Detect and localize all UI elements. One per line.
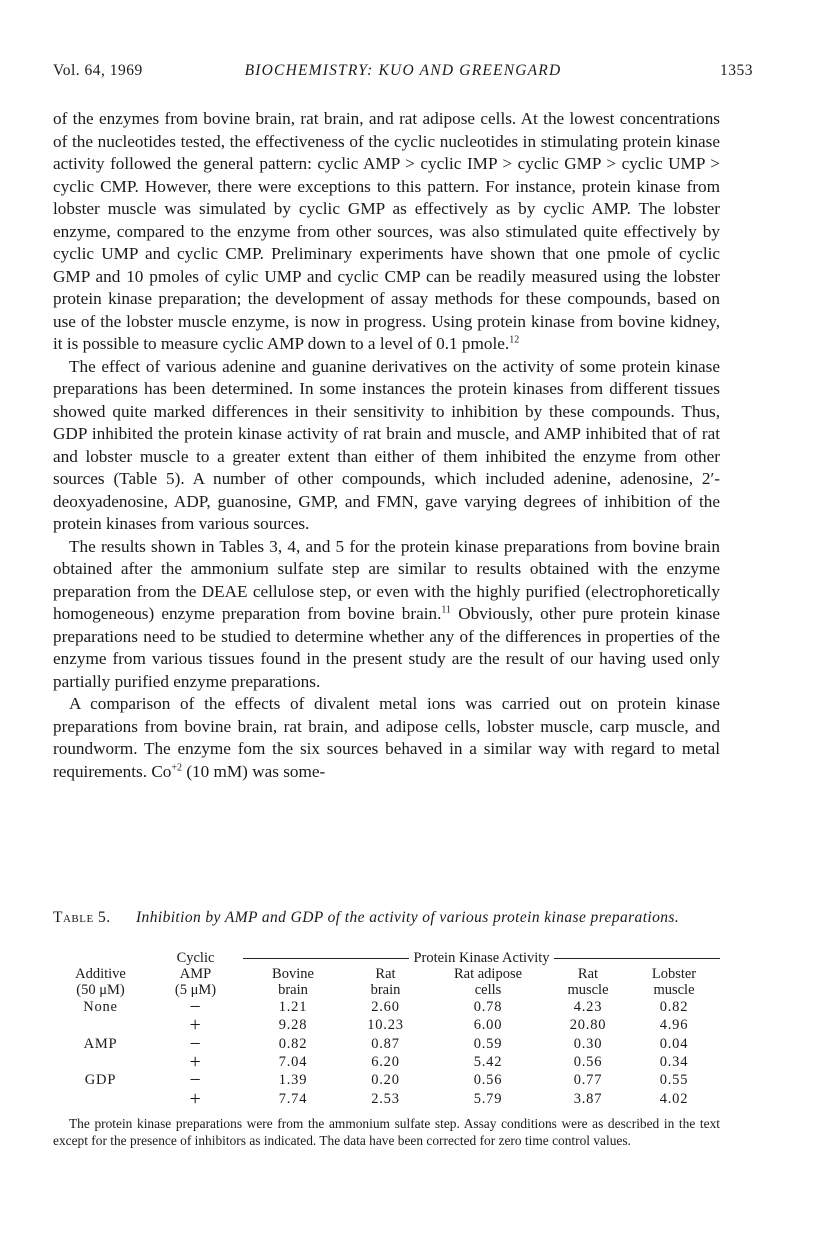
value-cell: 0.30 bbox=[573, 1035, 603, 1052]
value-cell: 9.28 bbox=[278, 1017, 308, 1034]
table-row bbox=[53, 998, 720, 1016]
col-bovine-brain: Bovine bbox=[272, 966, 314, 982]
value-cell: 0.78 bbox=[473, 999, 503, 1016]
value-cell: 4.23 bbox=[573, 999, 603, 1016]
paragraph-4: A comparison of the effects of divalent metal ions was carried out on protein kinase preparations from bovine brain, rat brain, and adipose cells, lobster muscle, carp muscle, and roundworm. The enzyme fom the six sources behaved in a similar way with regard to metal requirements. $Co^{+2}$ (10 mM) was some- bbox=[53, 694, 720, 781]
value-cell: 2.53 bbox=[371, 1090, 400, 1107]
value-cell: 20.80 bbox=[569, 1017, 607, 1034]
cyclic-amp-cell: − bbox=[189, 1032, 202, 1055]
page-number: 1353 bbox=[720, 62, 753, 79]
col-rat-brain: Rat bbox=[375, 966, 396, 982]
table-row bbox=[53, 1071, 720, 1089]
table-row bbox=[53, 1089, 720, 1107]
additive-cell: GDP bbox=[84, 1072, 117, 1089]
cyclic-amp-cell: + bbox=[189, 1087, 202, 1110]
paragraph-1: of the enzymes from bovine brain, rat brain, and rat adipose cells. At the lowest concentrations of the nucleotides tested, the effectiveness of the cyclic nucleotides in stimulating protein kinase activity followed the general pattern: cyclic AMP > cyclic IMP > cyclic GMP > cyclic UMP > cyclic CMP. However, there were exceptions to this pattern. For instance, protein kinase from lobster muscle was simulated by cyclic GMP as effectively as by cyclic AMP. The lobster enzyme, compared to the enzyme from other sources, was also stimulated quite effectively by cyclic UMP and cyclic CMP. Preliminary experiments have shown that one pmole of cyclic GMP and 10 pmoles of cylic UMP and cyclic CMP can be readily measured using the lobster protein kinase preparation; the development of assay methods for these compounds, based on use of the lobster muscle enzyme, is now in progress. Using protein kinase from bovine kidney, it is possible to measure cyclic AMP down to a level of 0.1 pmole.$^{12}$ bbox=[53, 109, 720, 353]
value-cell: 2.60 bbox=[371, 999, 400, 1016]
col-rat-adipose: Rat adipose bbox=[453, 966, 523, 982]
value-cell: 4.96 bbox=[659, 1017, 689, 1034]
header-additive-label: Additive bbox=[75, 966, 126, 982]
value-cell: 1.21 bbox=[278, 999, 308, 1016]
value-cell: 3.87 bbox=[573, 1090, 603, 1107]
paragraph-3: The results shown in Tables 3, 4, and 5 for the protein kinase preparations from bovine brain obtained after the ammonium sulfate step are similar to results obtained with the enzyme preparation from the DEAE cellulose step, or even with the highly purified (electrophoretically homogeneous) enzyme preparation from bovine brain.$^{11}$ Obviously, other pure protein kinase preparations need to be studied to determine whether any of the differences in properties of the enzyme from various tissues found in the present study are the result of our having used only partially purified enzyme preparations. bbox=[53, 536, 720, 691]
additive-cell: None bbox=[83, 999, 118, 1016]
additive-cell bbox=[53, 1089, 148, 1107]
table-row bbox=[53, 1016, 720, 1034]
table-label: Table 5. bbox=[53, 909, 111, 926]
table-5: Cyclic Protein Kinase Activity Additive AMP Bovine Rat Rat adipose Rat Lobster (50 μM) (5 μM) brain brain cells muscle muscle None − 1.21 2.60 0.78 4.23 0.82 + 9.28 10.23 6.00 20.80 4.96 AMP − 0.82 0.87 0.59 0.30 0.04 + 7.04 6.20 5.42 0.56 0.34 GDP − 1.39 0.20 0.56 0.77 0.55 + 7.74 2.53 5.79 3.87 4.02 bbox=[53, 950, 720, 1108]
reference-11[interactable]: 11 bbox=[441, 604, 452, 616]
col-lobster-muscle: Lobster bbox=[651, 966, 697, 982]
cyclic-amp-cell: − bbox=[189, 996, 202, 1019]
cyclic-amp-cell: + bbox=[189, 1014, 202, 1037]
value-cell: 0.59 bbox=[473, 1035, 503, 1052]
value-cell: 0.34 bbox=[659, 1054, 689, 1071]
cyclic-amp-cell: + bbox=[189, 1051, 202, 1074]
body-text bbox=[53, 108, 720, 783]
value-cell: 0.56 bbox=[473, 1072, 503, 1089]
header-cyclic-mid: AMP bbox=[179, 966, 212, 982]
reference-12[interactable]: 12 bbox=[509, 334, 520, 346]
header-additive bbox=[53, 950, 148, 966]
value-cell: 5.79 bbox=[473, 1090, 503, 1107]
volume-info: Vol. 64, 1969 bbox=[53, 62, 143, 79]
value-cell: 0.82 bbox=[278, 1035, 308, 1052]
table-caption-text: Inhibition by AMP and GDP of the activity of various protein kinase preparations. bbox=[136, 909, 680, 926]
table-row bbox=[53, 1035, 720, 1053]
value-cell: 6.20 bbox=[371, 1054, 400, 1071]
running-title: BIOCHEMISTRY: KUO AND GREENGARD bbox=[244, 62, 562, 79]
value-cell: 0.82 bbox=[659, 999, 689, 1016]
value-cell: 0.55 bbox=[659, 1072, 689, 1089]
running-header bbox=[53, 62, 753, 84]
value-cell: 0.04 bbox=[659, 1035, 689, 1052]
value-cell: 1.39 bbox=[278, 1072, 308, 1089]
value-cell: 0.77 bbox=[573, 1072, 603, 1089]
value-cell: 6.00 bbox=[473, 1017, 503, 1034]
additive-cell bbox=[53, 1053, 148, 1071]
value-cell: 7.04 bbox=[278, 1054, 308, 1071]
additive-cell bbox=[53, 1016, 148, 1034]
header-cyclic-top: Cyclic bbox=[176, 950, 215, 966]
additive-cell: AMP bbox=[83, 1035, 118, 1052]
value-cell: 0.20 bbox=[371, 1072, 400, 1089]
table-caption bbox=[53, 908, 720, 927]
paragraph-2: The effect of various adenine and guanine derivatives on the activity of some protein kinase preparations has been determined. In some instances the protein kinases from different tissues showed quite marked differences in their sensitivity to inhibition by these compounds. Thus, GDP inhibited the protein kinase activity of rat brain and muscle, and AMP inhibited that of rat and lobster muscle to a greater extent than either of them inhibited the enzyme from other sources (Table 5). A number of other compounds, which included adenine, adenosine, 2′-deoxyadenosine, ADP, guanosine, GMP, and FMN, gave varying degrees of inhibition of the protein kinases from various sources. bbox=[53, 356, 720, 533]
table-footnote: The protein kinase preparations were from the ammonium sulfate step. Assay conditions were as described in the text except for the presence of inhibitors as indicated. The data have been corrected for zero time control values. bbox=[53, 1116, 720, 1148]
value-cell: 10.23 bbox=[367, 1017, 404, 1034]
col-rat-muscle: Rat bbox=[577, 966, 599, 982]
header-span: Protein Kinase Activity bbox=[243, 950, 720, 966]
cyclic-amp-cell: − bbox=[189, 1069, 202, 1092]
value-cell: 0.56 bbox=[573, 1054, 603, 1071]
value-cell: 0.87 bbox=[371, 1035, 400, 1052]
value-cell: 7.74 bbox=[278, 1090, 308, 1107]
table-row bbox=[53, 1053, 720, 1071]
value-cell: 5.42 bbox=[473, 1054, 503, 1071]
value-cell: 4.02 bbox=[659, 1090, 689, 1107]
